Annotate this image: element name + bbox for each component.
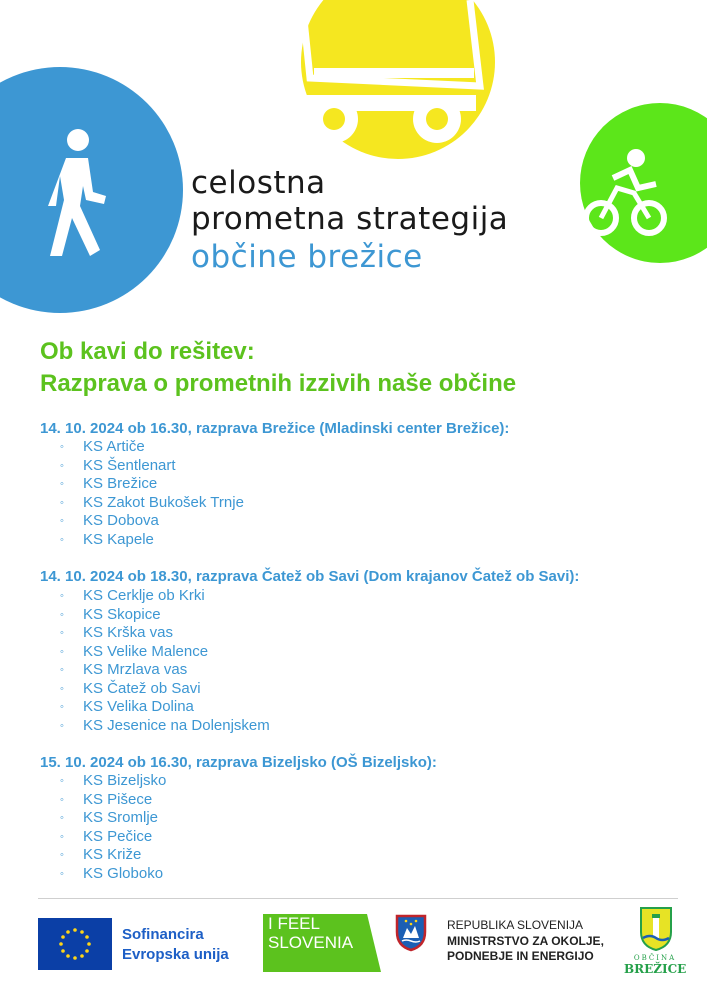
session-3-heading: 15. 10. 2024 ob 16.30, razprava Bizeljsko (OŠ Bizeljsko): xyxy=(40,754,437,771)
bullet: ◦ xyxy=(60,441,64,453)
list-item: ◦ KS Krška vas xyxy=(60,624,174,641)
list-item: ◦ KS Cerklje ob Krki xyxy=(60,587,205,604)
session-1-heading: 14. 10. 2024 ob 16.30, razprava Brežice (Mladinski center Brežice): xyxy=(40,420,510,437)
bullet: ◦ xyxy=(60,515,64,527)
list-item: ◦ KS Mrzlava vas xyxy=(60,661,188,678)
list-item: ◦ KS Bizeljsko xyxy=(60,772,167,789)
list-item: ◦ KS Kapele xyxy=(60,530,154,548)
eu-flag-icon xyxy=(38,918,112,970)
bullet: ◦ xyxy=(60,682,64,695)
bullet: ◦ xyxy=(60,459,64,472)
list-item: ◦ KS Velike Malence xyxy=(60,642,209,660)
footer-divider xyxy=(38,898,678,899)
bullet: ◦ xyxy=(60,608,64,621)
headline-line-1: Ob kavi do rešitev: xyxy=(40,338,255,365)
bullet: ◦ xyxy=(60,664,64,676)
bus-icon xyxy=(300,0,495,159)
i-feel-slovenia-label: I FEEL SLOVENIA xyxy=(268,914,354,952)
list-item: ◦ KS Jesenice na Dolenjskem xyxy=(60,716,270,734)
list-item: ◦ KS Šentlenart xyxy=(60,456,176,474)
bullet: ◦ xyxy=(60,496,64,509)
municipality-name-label: OBČINA BREŽICE xyxy=(624,954,687,976)
ministry-label: REPUBLIKA SLOVENIJA MINISTRSTVO ZA OKOLJE, PODNEBJE IN ENERGIJO xyxy=(447,918,604,963)
list-item: ◦ KS Brežice xyxy=(60,475,158,492)
list-item: ◦ KS Zakot Bukošek Trnje xyxy=(60,493,244,511)
headline-line-2: Razprava o prometnih izzivih naše občine xyxy=(40,370,517,397)
session-2-heading: 14. 10. 2024 ob 18.30, razprava Čatež ob Savi (Dom krajanov Čatež ob Savi): xyxy=(40,568,580,585)
bullet: ◦ xyxy=(60,830,64,843)
list-item: ◦ KS Velika Dolina xyxy=(60,698,194,715)
list-item: ◦ KS Pečice xyxy=(60,827,153,845)
bicycle-icon xyxy=(580,103,707,263)
list-item: ◦ KS Čatež ob Savi xyxy=(60,679,201,697)
bullet: ◦ xyxy=(60,812,64,824)
list-item: ◦ KS Artiče xyxy=(60,438,145,455)
list-item: ◦ KS Pišece xyxy=(60,790,153,808)
bullet: ◦ xyxy=(60,719,64,732)
brezice-municipality-logo-icon xyxy=(638,906,674,952)
eu-cofinancing-label: Sofinancira Evropska unija xyxy=(122,926,229,963)
bullet: ◦ xyxy=(60,590,64,602)
bullet: ◦ xyxy=(60,478,64,490)
slovenia-coat-of-arms-icon xyxy=(395,914,427,952)
bullet: ◦ xyxy=(60,627,64,639)
bullet: ◦ xyxy=(60,645,64,658)
list-item: ◦ KS Skopice xyxy=(60,605,161,623)
bullet: ◦ xyxy=(60,701,64,713)
bullet: ◦ xyxy=(60,849,64,861)
list-item: ◦ KS Sromlje xyxy=(60,809,159,826)
list-item: ◦ KS Dobova xyxy=(60,512,159,529)
title-line-1: celostna xyxy=(191,165,326,201)
list-item: ◦ KS Križe xyxy=(60,846,142,863)
bullet: ◦ xyxy=(60,867,64,880)
bullet: ◦ xyxy=(60,533,64,546)
pedestrian-icon xyxy=(0,67,183,313)
bullet: ◦ xyxy=(60,775,64,787)
bullet: ◦ xyxy=(60,793,64,806)
title-line-3: občine brežice xyxy=(191,239,423,275)
title-line-2: prometna strategija xyxy=(191,201,509,237)
list-item: ◦ KS Globoko xyxy=(60,864,164,882)
